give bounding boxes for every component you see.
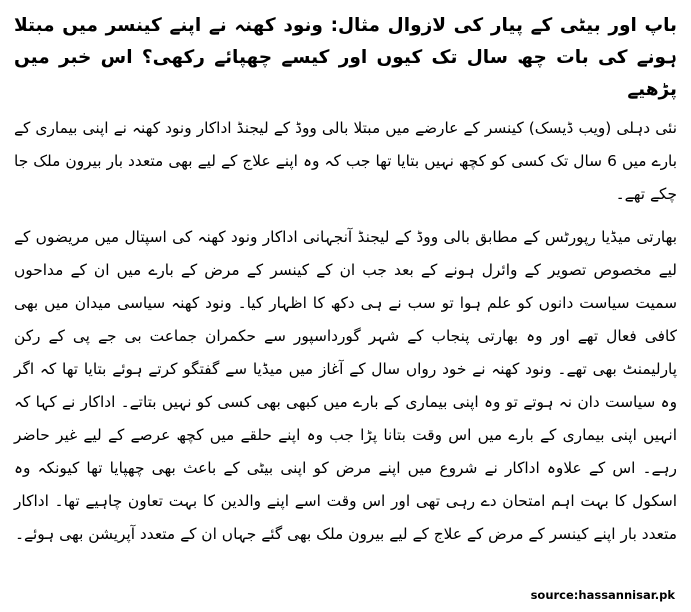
article xyxy=(14,10,677,561)
article-paragraph-body: بھارتی میڈیا رپورٹس کے مطابق بالی ووڈ کے لیجنڈ آنجہانی اداکار ونود کھنہ کی اسپتال میں مریضوں کے لیے مخصوص تصویر کے وائرل ہونے کے بعد جب ان کے کینسر کے مرض کے بارے میں ان کے مداحوں سمیت سیاست دانوں کو علم ہوا تو سب نے ہی دکھ کا اظہار کیا۔ ونود کھنہ سیاسی میدان میں بھی کافی فعال تھے اور وہ بھارتی پنجاب کے شہر گورداسپور سے حکمران جماعت بی جے پی کے رکن پارلیمنٹ بھی تھے۔ ونود کھنہ نے خود رواں سال کے آغاز میں میڈیا سے گفتگو کرتے ہوئے بتایا تھا کہ اگر وہ سیاست دان نہ ہوتے تو وہ اپنی بیماری کے بارے میں کبھی بھی کسی کو نہیں بتاتے۔ اداکار نے کہا کہ انہیں اپنی بیماری کے بارے میں اس وقت بتانا پڑا جب وہ اپنے حلقے میں کچھ عرصے کے لیے غیر حاضر رہے۔ اس کے علاوہ اداکار نے شروع میں اپنے مرض کو اپنی بیٹی کے باعث بھی چھپایا تھا کیونکہ وہ اسکول کا بہت اہم امتحان دے رہی تھی اور اس وقت اسے اپنے والدین کا بہت تعاون چاہیے تھا۔ اداکار متعدد بار اپنے کینسر کے مرض کے علاج کے لیے بیرون ملک بھی گئے جہاں ان کے متعدد آپریشن بھی ہوئے۔ xyxy=(14,228,677,543)
article-headline: باپ اور بیٹی کے پیار کی لازوال مثال: ونود کھنہ نے اپنے کینسر میں مبتلا ہونے کی بات چھ سال تک کیوں اور کیسے چھپائے رکھی؟ اس خبر میں پڑھیے xyxy=(14,15,677,100)
source-credit: source:hassannisar.pk xyxy=(530,588,675,602)
article-paragraph-intro: نئی دہلی (ویب ڈیسک) کینسر کے عارضے میں مبتلا بالی ووڈ کے لیجنڈ اداکار ونود کھنہ نے اپنی بیماری کے بارے میں 6 سال تک کسی کو کچھ نہیں بتایا تھا جب کہ وہ اپنے علاج کے لیے بھی متعدد بار بیرون ملک جا چکے تھے۔ xyxy=(14,119,678,203)
